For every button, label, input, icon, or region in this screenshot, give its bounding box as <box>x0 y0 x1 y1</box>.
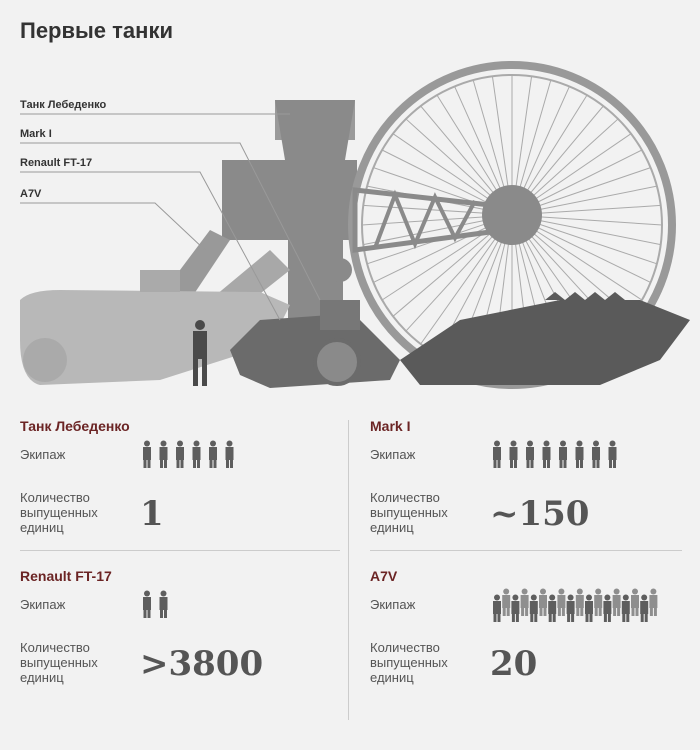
crew-member-icon <box>539 589 547 617</box>
crew-member-icon <box>622 595 630 623</box>
tank-name: A7V <box>370 568 398 584</box>
divider <box>20 550 340 551</box>
crew-member-icon <box>548 595 556 623</box>
crew-member-icon <box>576 441 584 469</box>
quantity-label: Количество выпущенных единиц <box>20 640 98 685</box>
lebedenko-truss <box>355 190 490 250</box>
quantity-value: 1 <box>140 494 164 534</box>
crew-member-icon <box>226 441 234 469</box>
crew-member-icon <box>526 441 534 469</box>
divider-vertical <box>348 420 349 720</box>
crew-figures <box>140 438 243 472</box>
crew-member-icon <box>631 589 639 617</box>
quantity-label: Количество выпущенных единиц <box>370 490 448 535</box>
crew-member-icon <box>160 441 168 469</box>
quantity-label: Количество выпущенных единиц <box>20 490 98 535</box>
crew-figures <box>140 588 177 622</box>
crew-label: Экипаж <box>20 597 66 612</box>
crew-member-icon <box>576 589 584 617</box>
page-title: Первые танки <box>20 18 173 43</box>
quantity-value: 20 <box>490 644 538 684</box>
label-renault: Renault FT-17 <box>20 157 93 169</box>
divider <box>370 550 682 551</box>
crew-figures <box>490 438 626 472</box>
crew-member-icon <box>557 589 565 617</box>
crew-member-icon <box>493 595 501 623</box>
crew-member-icon <box>594 589 602 617</box>
quantity-value: >3800 <box>140 644 264 684</box>
crew-member-icon <box>567 595 575 623</box>
crew-member-icon <box>160 591 168 619</box>
crew-member-icon <box>510 441 518 469</box>
crew-member-icon <box>640 595 648 623</box>
quantity-value: ~150 <box>490 494 590 534</box>
label-mark-i: Mark I <box>20 128 52 140</box>
crew-member-icon <box>143 441 151 469</box>
crew-member-icon <box>585 595 593 623</box>
crew-member-icon <box>143 591 151 619</box>
crew-member-icon <box>559 441 567 469</box>
crew-member-icon <box>613 589 621 617</box>
tank-name: Renault FT-17 <box>20 568 112 584</box>
crew-label: Экипаж <box>370 447 416 462</box>
crew-figures <box>490 588 666 622</box>
label-a7v: A7V <box>20 188 42 200</box>
crew-member-icon <box>209 441 217 469</box>
crew-member-icon <box>521 589 529 617</box>
crew-label: Экипаж <box>370 597 416 612</box>
quantity-label: Количество выпущенных единиц <box>370 640 448 685</box>
crew-member-icon <box>530 595 538 623</box>
crew-member-icon <box>609 441 617 469</box>
crew-member-icon <box>493 441 501 469</box>
tank-name: Mark I <box>370 418 411 434</box>
crew-member-icon <box>649 589 657 617</box>
tank-name: Танк Лебеденко <box>20 418 130 434</box>
crew-member-icon <box>502 589 510 617</box>
a7v-tank-shape <box>400 292 690 385</box>
crew-member-icon <box>543 441 551 469</box>
crew-label: Экипаж <box>20 447 66 462</box>
label-lebedenko: Танк Лебеденко <box>20 99 107 111</box>
crew-member-icon <box>511 595 519 623</box>
crew-member-icon <box>176 441 184 469</box>
crew-member-icon <box>592 441 600 469</box>
crew-member-icon <box>193 441 201 469</box>
crew-member-icon <box>603 595 611 623</box>
